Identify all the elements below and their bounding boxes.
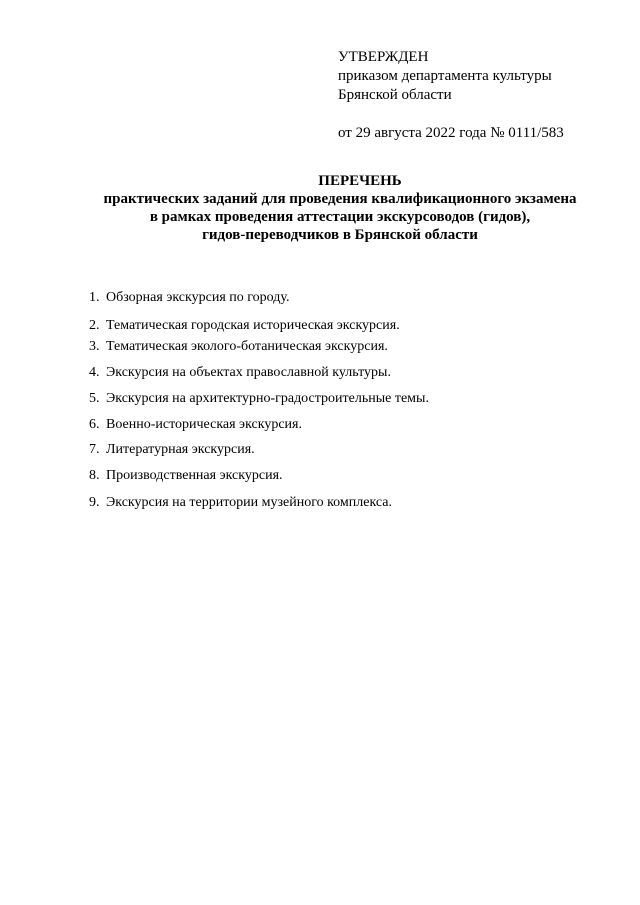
title-line-1: практических заданий для проведения квалификационного экзамена bbox=[103, 191, 577, 207]
list-item-number: 6. bbox=[89, 417, 100, 432]
list-item-text: Экскурсия на территории музейного комплекса. bbox=[106, 495, 393, 510]
list-item-text: Военно-историческая экскурсия. bbox=[106, 417, 302, 432]
list-item bbox=[89, 390, 429, 408]
list-item bbox=[89, 467, 283, 485]
list-item-text: Производственная экскурсия. bbox=[106, 468, 283, 483]
list-item-text: Тематическая городская историческая экскурсия. bbox=[106, 318, 400, 333]
title-heading: ПЕРЕЧЕНЬ bbox=[318, 173, 402, 189]
list-item-text: Литературная экскурсия. bbox=[106, 442, 255, 457]
list-item-number: 8. bbox=[89, 468, 100, 483]
list-item bbox=[89, 494, 392, 512]
approval-issuer: приказом департамента культуры bbox=[338, 68, 552, 84]
list-item-number: 9. bbox=[89, 495, 100, 510]
list-item-text: Экскурсия на архитектурно-градостроительные темы. bbox=[106, 391, 429, 406]
list-item-number: 1. bbox=[89, 290, 100, 305]
list-item-number: 5. bbox=[89, 391, 100, 406]
list-item-number: 3. bbox=[89, 339, 100, 354]
list-item-number: 7. bbox=[89, 442, 100, 457]
list-item bbox=[89, 317, 400, 335]
list-item-number: 4. bbox=[89, 365, 100, 380]
list-item-text: Обзорная экскурсия по городу. bbox=[106, 290, 290, 305]
list-item-number: 2. bbox=[89, 318, 100, 333]
document-title bbox=[60, 172, 620, 244]
list-item bbox=[89, 338, 388, 356]
title-line-3: гидов-переводчиков в Брянской области bbox=[202, 227, 478, 243]
list-item bbox=[89, 364, 391, 382]
approval-region: Брянской области bbox=[338, 87, 452, 103]
list-item bbox=[89, 416, 302, 434]
list-item bbox=[89, 289, 289, 307]
list-item-text: Тематическая эколого-ботаническая экскурсия. bbox=[106, 339, 388, 354]
approval-date: от 29 августа 2022 года № 0111/583 bbox=[338, 125, 564, 141]
approval-stamp bbox=[338, 48, 628, 143]
title-line-2: в рамках проведения аттестации экскурсоводов (гидов), bbox=[149, 209, 531, 225]
list-item bbox=[89, 441, 255, 459]
approval-status: УТВЕРЖДЕН bbox=[338, 49, 429, 65]
list-item-text: Экскурсия на объектах православной культуры. bbox=[106, 365, 391, 380]
